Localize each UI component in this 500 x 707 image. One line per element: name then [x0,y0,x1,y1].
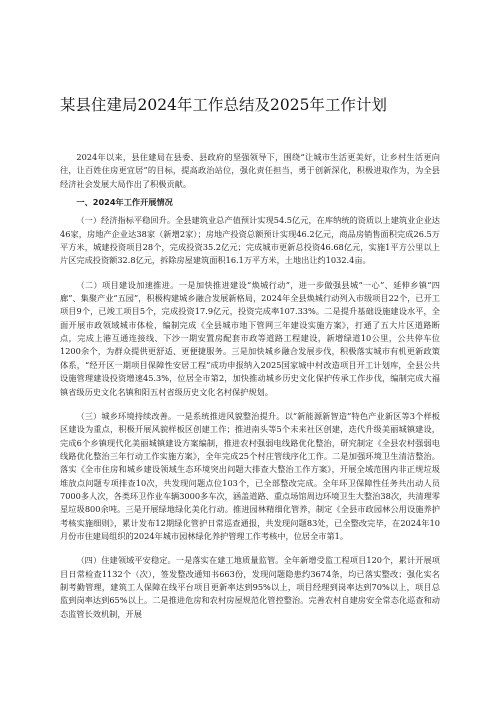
paragraph-project-construction: （二）项目建设加速推进。一是加快推进建设“焕城行动”，进一步做强县城“一心”、延伸乡镇“四廊”、集聚产业“五园”，积极构建城乡融合发展新格局，2024年全县焕城行动列入市级项目22个，已开工项目9个，已竣工项目5个，完成投资17.9亿元，投资完成率107.33%。二是提升基础设施建设水平，全面开展市政领域城市体检，编制完成《全县城市地下管网三年建设实施方案》，打通了五大片区道路断点，完成上港互通连接线、下沙一期安置房配套市政等道路工程建设，新增绿道10公里，公共停车位1200余个，为群众提供更舒适、更便捷服务。三是加快城乡融合发展步伐，积极落实城市有机更新政策体系，“经开区一期项目保障性安居工程”成功申报纳入2025国家城中村改造项目开工计划库，全县公共设施管理建设投资增速45.3%，位居全市第2，加快推动城乡历史文化保护传承工作步伐，编制完成大福镇省级历史文化名镇和阳五村省级历史文化名村保护规划。 [60,279,440,397]
document-body [60,151,440,621]
document-title: 某县住建局2024年工作总结及2025年工作计划 [60,96,387,114]
intro-paragraph: 2024年以来，县住建局在县委、县政府的坚强领导下，围绕“让城市生活更美好，让乡村生活更向往，让百姓住房更宜居”的目标，提高政治站位，强化责任担当，勇于创新深化，积极进取作为，为全县经济社会发展大局作出了积极贡献。 [60,152,440,189]
section-heading: 一、2024年工作开展情况 [76,197,173,208]
paragraph-environment-improvement: （三）城乡环境持续改善。一是系统推进风貌整治提升。以“新能源新智造”特色产业新区等3个样板区建设为重点，积极开展风貌样板区创建工作；推进南头等5个未来社区创建，迭代升级美丽城镇建设，完成6个乡镇现代化美丽城镇建设方案编制，推进农村强弱电线路优化整治，研究制定《全县农村强弱电线路优化整治三年行动工作实施方案》，全年完成25个村庄管线序化工作。二是加强环境卫生清洁整治。落实《全市住房和城乡建设领域生态环境突出问题大排查大整治工作方案》，开展全域范围内非正规垃圾堆放点问题专项排查10次，共发现问题点位103个，已全部整改完成。全年环卫保障性任务共出动人员7000多人次，各类环卫作业车辆3000多车次，涵盖道路、重点场馆周边环境卫生大整治38次，共清理零星垃圾800余吨。三是开展绿地绿化美化行动。推进园林精细化管养，制定《全县市政园林公用设施养护考核实施细则》，累计发布12期绿化管护日常巡查通报，共发现问题83处，已全整改完毕，在2024年10月份市住建局组织的2024年城市园林绿化养护管理工作考核中，位居全市第1。 [60,410,440,541]
paragraph-safety-stability: （四）住建领域平安稳定。一是落实在建工地质量监管。全年新增受监工程项目120个，累计开展项目日常检查1132个（次），签发整改通知书663份，发现问题隐患约3674条，均已落实整改；强化实名制考勤管理，建筑工人保障在线平台项目更新率达到95%以上，项目经理到岗率达到70%以上，项目总监到岗率达到65%以上。二是推进危房和农村房屋规范化管控整治。完善农村自建房安全常态化巡查和动态监管长效机制，开展 [60,555,440,619]
paragraph-economic-indicators: （一）经济指标平稳回升。全县建筑业总产值预计实现54.5亿元，在库纳统的资质以上建筑业企业达46家，房地产企业达38家（新增2家）；房地产投资总额预计实现46.2亿元，商品房销售面积完成26.5万平方米，城建投资项目28个，完成投资35.2亿元；完成城市更新总投资46.68亿元，实施1平方公里以上片区完成投资额32.8亿元，拆除房屋建筑面积16.1万平方米，土地出让约1032.4亩。 [60,215,440,266]
